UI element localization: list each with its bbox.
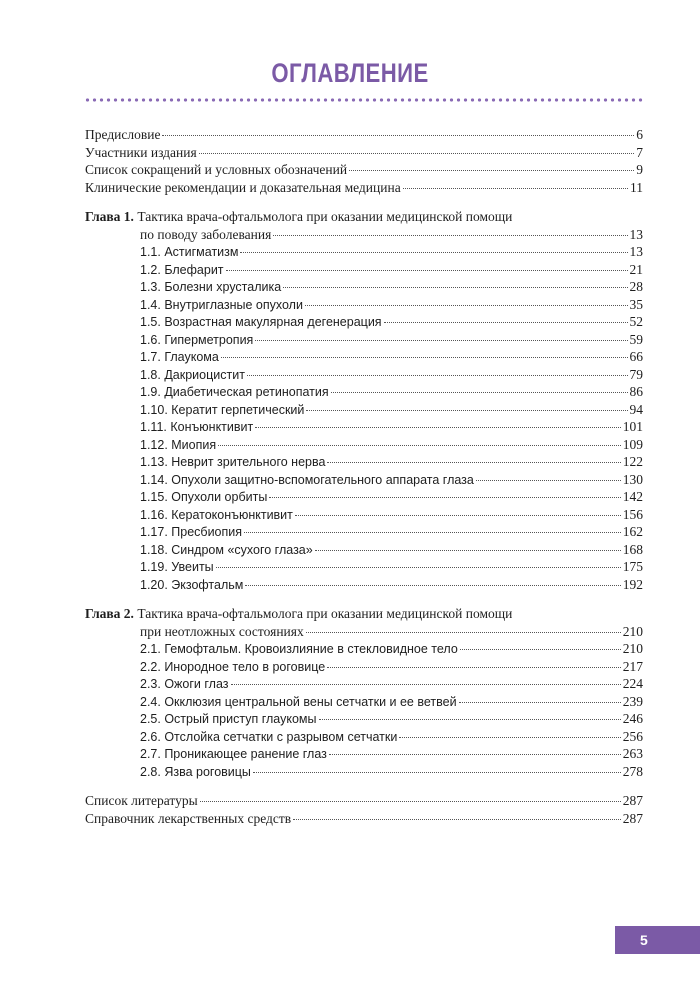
toc-subentry[interactable] [85,693,643,711]
toc-subentry-label: 2.5. Острый приступ глаукомы [140,712,317,726]
dot-leader [327,462,620,463]
toc-subentry[interactable] [85,728,643,746]
dot-leader [247,375,628,376]
toc-subentry-page: 278 [622,763,643,779]
toc-subentry[interactable] [85,278,643,296]
toc-subentry[interactable] [85,296,643,314]
toc-subentry-label: 1.19. Увеиты [140,560,214,574]
dot-leader [244,532,621,533]
toc-subentry-label: 2.1. Гемофтальм. Кровоизлияние в стекловидное тело [140,642,458,656]
chapter-1 [85,208,643,593]
dot-leader [269,497,620,498]
section-gap [85,196,643,208]
toc-subentry[interactable] [85,243,643,261]
toc-subentry[interactable] [85,436,643,454]
toc-subentry-label: 1.13. Неврит зрительного нерва [140,455,326,469]
toc-subentry-page: 122 [622,454,643,469]
chapter-2-items [85,640,643,780]
toc-subentry[interactable] [85,675,643,693]
title-divider [84,98,644,102]
toc-subentry-label: 2.3. Ожоги глаз [140,677,229,691]
toc-subentry-label: 1.4. Внутриглазные опухоли [140,297,303,312]
table-of-contents [85,126,643,827]
toc-subentry-label: 1.15. Опухоли орбиты [140,490,268,504]
toc-entry-page: 7 [636,144,643,160]
toc-subentry-label: 1.8. Дакриоцистит [140,367,245,382]
dot-leader [295,515,621,516]
toc-subentry-page: 79 [629,366,643,382]
toc-subentry-page: 52 [629,314,643,329]
toc-subentry-page: 224 [622,676,643,691]
dot-leader [199,153,635,154]
chapter-heading[interactable] [85,605,643,623]
dot-leader [216,567,621,568]
page-number-tab [615,926,700,954]
dot-leader [245,585,620,586]
toc-subentry-page: 210 [622,641,643,656]
chapter-title-line1: Тактика врача-офтальмолога при оказании медицинской помощи [133,606,513,621]
dot-leader [327,667,621,668]
toc-subentry-label: 1.12. Миопия [140,437,217,452]
toc-subentry-label: 1.7. Глаукома [140,350,219,364]
toc-entry-label: Список литературы [85,793,198,808]
dot-leader [459,702,621,703]
dot-leader [283,287,627,288]
dot-leader [273,235,627,236]
toc-subentry-page: 263 [622,746,643,761]
toc-subentry-page: 21 [629,261,643,277]
dot-leader [403,188,628,189]
toc-subentry-page: 35 [629,296,643,312]
section-gap [85,593,643,605]
toc-subentry-label: 1.9. Диабетическая ретинопатия [140,385,329,399]
toc-subentry[interactable] [85,383,643,401]
toc-subentry-page: 239 [622,693,643,709]
toc-entry-page: 6 [636,127,643,142]
toc-entry-page: 210 [622,623,643,639]
dot-leader [399,737,620,738]
toc-subentry[interactable] [85,506,643,524]
section-gap [85,780,643,792]
toc-subentry[interactable] [85,313,643,331]
toc-subentry-label: 1.3. Болезни хрусталика [140,280,282,294]
toc-subentry-page: 59 [629,331,643,347]
toc-subentry-label: 1.2. Блефарит [140,262,224,277]
toc-subentry-page: 130 [622,471,643,487]
dot-leader [253,772,621,773]
chapter-heading[interactable] [85,208,643,226]
toc-entry-page: 13 [629,226,643,242]
chapter-number: Глава 1. [85,209,134,224]
page-title: ОГЛАВЛЕНИЕ [271,58,429,88]
dot-leader [315,550,621,551]
toc-subentry-page: 109 [622,436,643,452]
chapter-heading-line2[interactable] [85,226,643,244]
dot-leader [476,480,621,481]
dot-leader [384,322,628,323]
toc-entry[interactable] [85,810,643,828]
toc-subentry-label: 2.8. Язва роговицы [140,764,251,779]
toc-subentry-label: 1.6. Гиперметропия [140,332,254,347]
toc-subentry[interactable] [85,261,643,279]
toc-subentry-page: 246 [622,711,643,726]
toc-subentry-page: 175 [622,559,643,574]
dot-leader [306,632,621,633]
toc-subentry-page: 162 [622,524,643,539]
toc-subentry[interactable] [85,541,643,559]
toc-entry[interactable] [85,179,643,197]
toc-subentry-label: 1.1. Астигматизм [140,245,239,259]
dot-leader [162,135,634,136]
chapter-title-line1: Тактика врача-офтальмолога при оказании медицинской помощи [133,209,513,224]
toc-subentry[interactable] [85,488,643,506]
toc-entry-label: Участники издания [85,144,197,160]
dot-leader [306,410,627,411]
dot-leader [218,445,621,446]
toc-entry-label: Справочник лекарственных средств [85,810,292,826]
toc-entry-label: Предисловие [85,127,161,142]
toc-subentry-label: 2.7. Проникающее ранение глаз [140,747,327,761]
toc-subentry-page: 94 [629,401,643,417]
chapter-number: Глава 2. [85,606,134,621]
dot-leader [460,649,621,650]
toc-subentry-page: 156 [622,506,643,522]
toc-subentry-label: 2.6. Отслойка сетчатки с разрывом сетчатки [140,729,398,744]
dot-leader [255,427,621,428]
dot-leader [240,252,627,253]
toc-subentry-page: 142 [622,489,643,504]
dot-leader [329,754,621,755]
toc-subentry-page: 28 [629,279,643,294]
toc-entry[interactable] [85,161,643,179]
toc-subentry-label: 1.10. Кератит герпетический [140,402,305,417]
toc-subentry-label: 1.5. Возрастная макулярная дегенерация [140,315,382,329]
dot-leader [319,719,621,720]
toc-subentry-page: 217 [622,658,643,674]
toc-subentry[interactable] [85,658,643,676]
toc-subentry[interactable] [85,366,643,384]
toc-subentry-label: 1.20. Экзофтальм [140,577,244,592]
toc-subentry-label: 1.17. Пресбиопия [140,525,243,539]
toc-subentry-page: 13 [629,244,643,259]
toc-subentry[interactable] [85,471,643,489]
toc-entry-label: Клинические рекомендации и доказательная медицина [85,179,401,195]
chapter-1-items [85,243,643,593]
page-number: 5 [640,932,648,948]
dot-leader [231,684,621,685]
toc-subentry-label: 1.11. Конъюнктивит [140,420,254,434]
toc-entry-page: 11 [630,179,643,195]
toc-entry-page: 9 [636,162,643,177]
toc-subentry[interactable] [85,401,643,419]
toc-subentry[interactable] [85,710,643,728]
dot-leader [221,357,628,358]
dot-leader [226,270,628,271]
dot-leader [293,819,621,820]
toc-subentry-page: 86 [629,384,643,399]
toc-entry[interactable] [85,126,643,144]
chapter-heading-line2[interactable] [85,623,643,641]
toc-subentry[interactable] [85,576,643,594]
dot-leader [349,170,634,171]
dot-leader [305,305,628,306]
dot-leader [331,392,628,393]
toc-subentry[interactable] [85,418,643,436]
toc-entry-page: 287 [622,810,643,826]
chapter-2 [85,605,643,780]
toc-subentry[interactable] [85,453,643,471]
toc-subentry-page: 192 [622,576,643,592]
back-matter [85,792,643,827]
dot-leader [255,340,627,341]
toc-subentry-page: 168 [622,541,643,557]
toc-subentry-page: 256 [622,728,643,744]
toc-subentry[interactable] [85,348,643,366]
toc-subentry[interactable] [85,640,643,658]
toc-subentry[interactable] [85,763,643,781]
toc-subentry-page: 66 [629,349,643,364]
chapter-title-line2: при неотложных состояниях [140,623,304,639]
toc-subentry[interactable] [85,558,643,576]
toc-subentry[interactable] [85,745,643,763]
toc-subentry-label: 1.16. Кератоконъюнктивит [140,507,293,522]
toc-subentry[interactable] [85,523,643,541]
toc-subentry-label: 2.4. Окклюзия центральной вены сетчатки и ее ветвей [140,694,457,709]
dot-leader [200,801,621,802]
toc-subentry-page: 101 [622,419,643,434]
toc-entry[interactable] [85,144,643,162]
toc-entry[interactable] [85,792,643,810]
toc-entry-label: Список сокращений и условных обозначений [85,162,348,177]
chapter-title-line2: по поводу заболевания [140,226,272,242]
toc-subentry-label: 1.14. Опухоли защитно-вспомогательного аппарата глаза [140,472,474,487]
toc-subentry-label: 1.18. Синдром «сухого глаза» [140,542,313,557]
toc-subentry-label: 2.2. Инородное тело в роговице [140,659,326,674]
toc-subentry[interactable] [85,331,643,349]
front-matter [85,126,643,196]
toc-entry-page: 287 [622,793,643,808]
